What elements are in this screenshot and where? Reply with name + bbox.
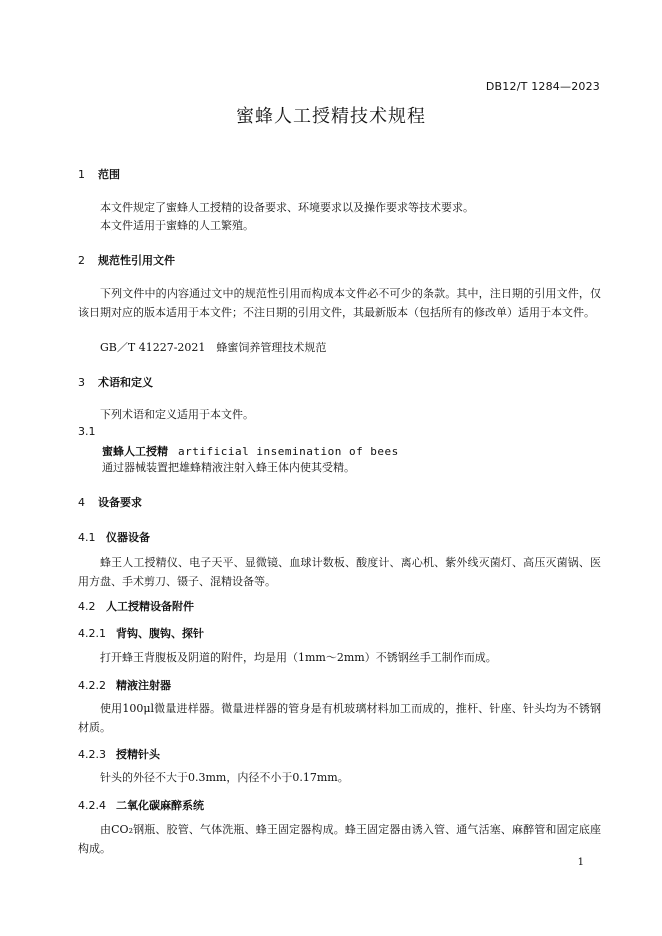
subsection-heading: [78, 746, 160, 762]
subsection-title: 背钩、腹钩、探针: [116, 627, 204, 640]
subsection-title: 仪器设备: [106, 531, 150, 544]
subsection-heading: [78, 598, 194, 614]
reference-item: GB／T 41227-2021 蜂蜜饲养管理技术规范: [100, 341, 327, 354]
subsection-title: 授精针头: [116, 748, 160, 761]
subsection-number: 4.2.3: [78, 748, 106, 761]
subsection-number: 4.2.4: [78, 799, 106, 812]
subsection-title: 人工授精设备附件: [106, 600, 194, 613]
section-title: 规范性引用文件: [98, 254, 175, 267]
section-number: 3: [78, 376, 85, 389]
section-heading: [78, 252, 175, 268]
section-title: 范围: [98, 168, 120, 181]
section-number: 2: [78, 254, 85, 267]
subsection-number: 4.1: [78, 531, 96, 544]
section-title: 设备要求: [98, 496, 142, 509]
section-heading: [78, 166, 120, 182]
section-number: 4: [78, 496, 85, 509]
subsection-title: 精液注射器: [116, 679, 171, 692]
section-title: 术语和定义: [98, 376, 153, 389]
subsection-title: 二氧化碳麻醉系统: [116, 799, 204, 812]
subsection-number: 4.2.2: [78, 679, 106, 692]
section-number: 1: [78, 168, 85, 181]
paragraph: 使用100μl微量进样器。微量进样器的管身是有机玻璃材料加工而成的，推杆、针座、针头均为不锈钢材质。: [78, 702, 601, 734]
subsection-number: 4.2: [78, 600, 96, 613]
term-chinese: 蜜蜂人工授精: [102, 445, 168, 458]
term-english: artificial insemination of bees: [178, 445, 399, 458]
paragraph: 下列术语和定义适用于本文件。: [100, 408, 254, 421]
section-heading: [78, 374, 153, 390]
paragraph: 蜂王人工授精仪、电子天平、显微镜、血球计数板、酸度计、离心机、紫外线灭菌灯、高压灭菌锅、医用方盘、手术剪刀、镊子、混精设备等。: [78, 556, 601, 588]
subsection-heading: [78, 529, 150, 545]
paragraph: 针头的外径不大于0.3mm，内径不小于0.17mm。: [100, 771, 349, 784]
subsection-heading: [78, 677, 171, 693]
subsection-number: 4.2.1: [78, 627, 106, 640]
standard-code: DB12/T 1284—2023: [485, 80, 600, 93]
document-title: 蜜蜂人工授精技术规程: [236, 106, 426, 127]
term-number: 3.1: [78, 425, 96, 438]
term-definition: 通过器械装置把雄蜂精液注射入蜂王体内使其受精。: [102, 461, 355, 474]
paragraph: 本文件适用于蜜蜂的人工繁殖。: [100, 219, 254, 232]
term-entry: [102, 443, 399, 459]
paragraph: 打开蜂王背腹板及阴道的附件，均是用（1mm～2mm）不锈钢丝手工制作而成。: [100, 651, 497, 664]
subsection-heading: [78, 625, 204, 641]
paragraph: 由CO₂钢瓶、胶管、气体洗瓶、蜂王固定器构成。蜂王固定器由诱入管、通气活塞、麻醉管和固定底座构成。: [78, 823, 601, 855]
paragraph: 本文件规定了蜜蜂人工授精的设备要求、环境要求以及操作要求等技术要求。: [100, 201, 474, 214]
page-number: 1: [577, 857, 584, 868]
section-heading: [78, 494, 142, 510]
subsection-heading: [78, 797, 204, 813]
paragraph: 下列文件中的内容通过文中的规范性引用而构成本文件必不可少的条款。其中，注日期的引用文件，仅该日期对应的版本适用于本文件；不注日期的引用文件，其最新版本（包括所有的修改单）适用于本文件。: [78, 287, 601, 319]
